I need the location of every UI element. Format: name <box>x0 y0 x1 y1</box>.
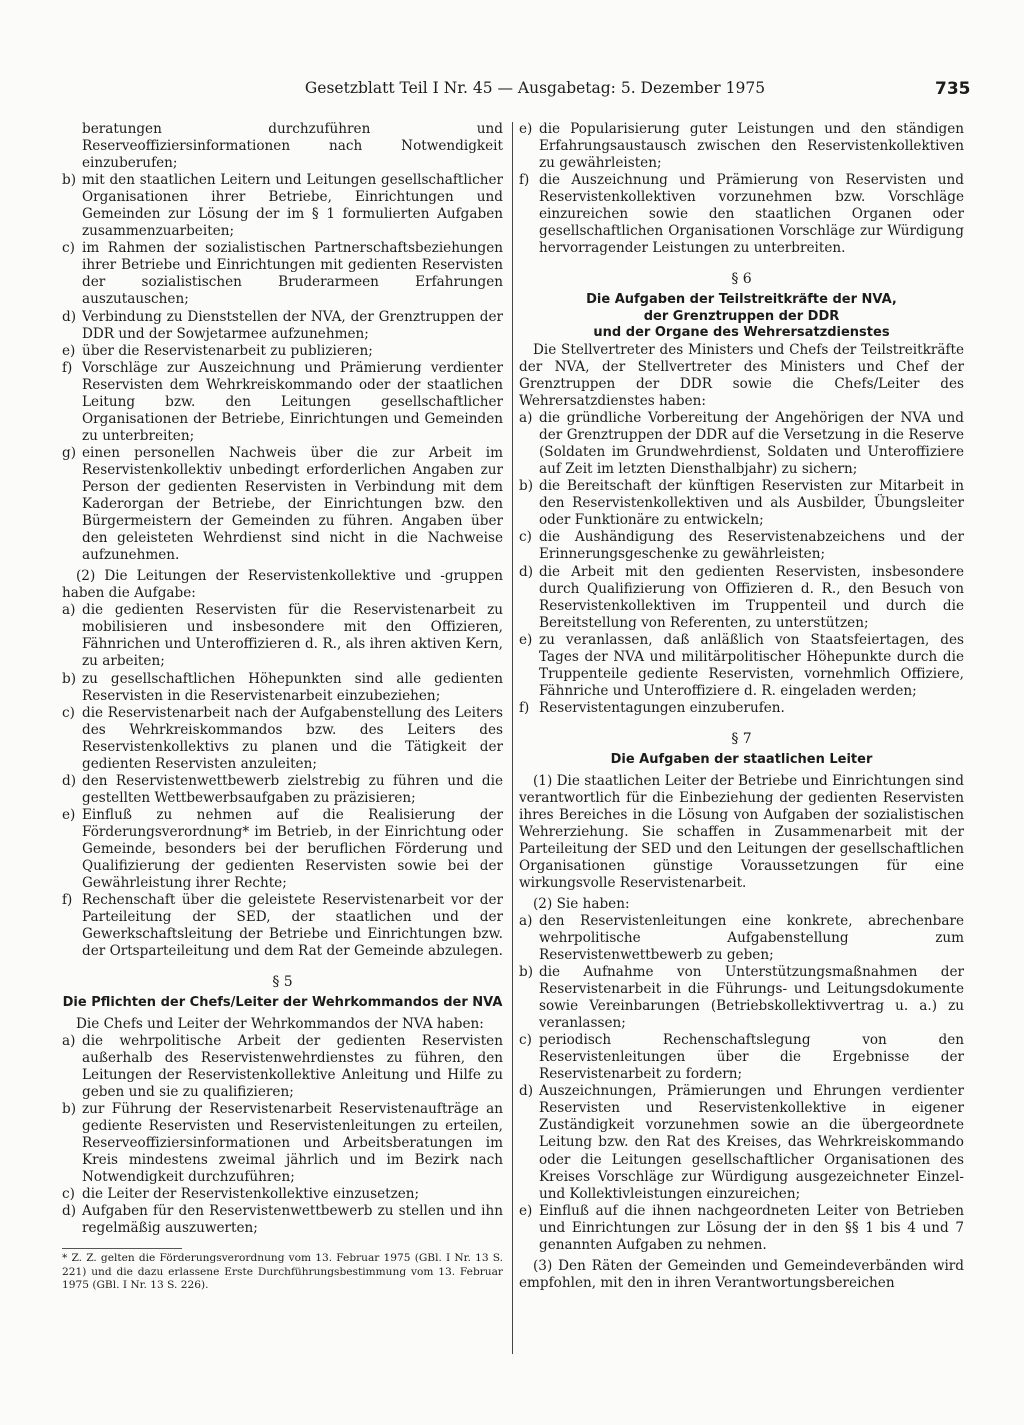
list-item <box>519 564 964 632</box>
right-column <box>519 121 964 1292</box>
item-text: die Popularisierung guter Leistungen und den ständigen Erfahrungsaustausch zwischen den Reservistenkollektiven zu gewährleisten; <box>539 121 964 172</box>
list-item <box>62 1203 503 1237</box>
list-item <box>519 172 964 257</box>
list-item <box>62 602 503 670</box>
item-text: den Reservistenleitungen eine konkrete, abrechenbare wehrpolitische Aufgabenstellung zum Reservistenwettbewerb zu geben; <box>539 912 964 963</box>
item-text: über die Reservistenarbeit zu publizieren; <box>82 342 373 359</box>
section-title-line: und der Organe des Wehrersatzdienstes <box>593 325 890 341</box>
item-text: mit den staatlichen Leitern und Leitungen gesellschaftlicher Organisationen ihrer Betriebe, Einrichtungen und Gemeinden zur Lösung der im § 1 formulierten Aufgaben zusammenzuarbeiten; <box>82 172 503 240</box>
item-text: die gründliche Vorbereitung der Angehörigen der NVA und der Grenztruppen der DDR auf die Versetzung in die Reserve (Soldaten im Grundwehrdienst, Soldaten und Unteroffiziere auf Zeit im letzten Diensthalbjahr) zu sichern; <box>539 410 964 478</box>
item-label: c) <box>62 1186 75 1203</box>
item-text: die Aushändigung des Reservistenabzeichens und der Erinnerungsgeschenke zu gewährleisten; <box>539 529 964 563</box>
section-title: Die Aufgaben der staatlichen Leiter <box>610 752 873 767</box>
section-title-line: der Grenztruppen der DDR <box>643 308 840 324</box>
section-title-line: Die Aufgaben der Teilstreitkräfte der NVA, <box>586 292 897 308</box>
item-text: Reservistentagungen einzuberufen. <box>539 699 785 716</box>
item-text: die wehrpolitische Arbeit der gedienten Reservisten außerhalb des Reservistenwehrdienstes zu führen, den Leitungen der Reservistenkollektive Anleitung und Hilfe zu geben und sie zu qualifizieren; <box>82 1032 503 1101</box>
footnote-rule <box>62 1248 182 1249</box>
list-item <box>62 807 503 892</box>
list-item <box>62 1101 503 1186</box>
item-text: Vorschläge zur Auszeichnung und Prämierung verdienter Reservisten dem Wehrkreiskommando oder der staatlichen Leitung bzw. den Leitungen gesellschaftlicher Organisationen der Betriebe, Einrichtungen und Gemeinden zu unterbreiten; <box>82 359 503 444</box>
item-text: die Auszeichnung und Prämierung von Reservisten und Reservistenkollektiven vorzunehmen bzw. Vorschläge einzureichen sowie den staatlichen Organen oder gesellschaftlichen Organisationen Vorschläge zur Würdigung hervorragender Leistungen zu unterbreiten. <box>539 172 964 257</box>
list-item <box>519 478 964 529</box>
item-label: c) <box>62 704 75 721</box>
paragraph: (1) Die staatlichen Leiter der Betriebe und Einrichtungen sind verantwortlich für die Einbeziehung der gedienten Reservisten ihres Bereiches in die Lösung von Aufgaben der sozialistischen Wehrerziehung. Sie schaffen in Zusammenarbeit mit der Parteileitung der SED und den Leitungen der gesellschaftlichen Organisationen günstige Voraussetzungen für eine wirkungsvolle Reservistenarbeit. <box>519 772 964 891</box>
item-text: die Reservistenarbeit nach der Aufgabenstellung des Leiters des Wehrkreiskommandos bzw. des Leiters des Reservistenkollektivs zu planen und die Tätigkeit der gedienten Reservisten anzuleiten; <box>82 704 503 772</box>
page-number: 735 <box>935 79 971 99</box>
item-label: e) <box>62 806 76 823</box>
list-item <box>519 1083 964 1202</box>
page-header: Gesetzblatt Teil I Nr. 45 — Ausgabetag: 5. Dezember 1975 <box>304 79 766 97</box>
list-item <box>62 360 503 445</box>
list-item <box>62 1186 503 1203</box>
item-label: b) <box>62 670 77 687</box>
item-text: zu veranlassen, daß anläßlich von Staatsfeiertagen, des Tages der NVA und militärpolitischer Höhepunkte durch die Truppenteile gediente Reservisten, vornehmlich Offiziere, Fähnriche und Unteroffiziere d. R. eingeladen werden; <box>539 631 964 699</box>
item-list <box>62 1033 503 1238</box>
item-text: die Aufnahme von Unterstützungsmaßnahmen der Reservistenarbeit in die Führungs- und Leitungsdokumente sowie Vereinbarungen (Betriebskollektivvertrag u. a.) zu veranlassen; <box>539 964 964 1032</box>
item-list <box>62 602 503 960</box>
list-item <box>62 445 503 564</box>
list-item <box>519 121 964 172</box>
item-label: b) <box>519 964 534 981</box>
footnote: * Z. Z. gelten die Förderungsverordnung vom 13. Februar 1975 (GBl. I Nr. 13 S. 221) und die dazu erlassene Erste Durchführungsbestimmung vom 13. Februar 1975 (GBl. I Nr. 13 S. 226). <box>62 1252 503 1292</box>
item-text: die Leiter der Reservistenkollektive einzusetzen; <box>82 1186 420 1203</box>
list-item <box>519 964 964 1032</box>
list-item <box>519 700 964 717</box>
item-label: d) <box>519 563 534 580</box>
item-text: zur Führung der Reservistenarbeit Reservistenaufträge an gediente Reservisten und Reservistenleitungen zu erteilen, Reserveoffiziersinformationen und Arbeitsberatungen im Kreis mindestens zweimal jährlich und im Bezirk nach Notwendigkeit durchzuführen; <box>82 1101 503 1186</box>
list-item <box>62 172 503 240</box>
continued-item-text: beratungen durchzuführen und Reserveoffiziersinformationen nach Notwendigkeit einzuberufen; <box>82 121 503 172</box>
paragraph: (2) Die Leitungen der Reservistenkollektive und -gruppen haben die Aufgabe: <box>62 568 503 602</box>
list-item <box>519 1032 964 1083</box>
item-label: b) <box>519 478 534 495</box>
item-text: Rechenschaft über die geleistete Reservistenarbeit vor der Parteileitung der SED, der staatlichen und der Gewerkschaftsleitung der Betriebe und Einrichtungen bzw. der Ortsparteileitung und dem Rat der Gemeinde abzulegen. <box>82 892 503 960</box>
list-item <box>519 632 964 700</box>
left-column <box>62 121 503 1293</box>
list-item <box>62 705 503 773</box>
list-item <box>62 1033 503 1101</box>
section-number: § 5 <box>272 974 293 991</box>
item-text: einen personellen Nachweis über die zur Arbeit im Reservistenkollektiv unbedingt erforderlichen Angaben zur Person der gedienten Reservisten in Verbindung mit dem Kaderorgan der Betriebe, der Einrichtungen bzw. den Bürgermeistern der Gemeinden zu führen. Angaben über den geleisteten Wehrdienst sind nicht in die Nachweise aufzunehmen. <box>82 444 503 564</box>
item-label: e) <box>519 121 533 137</box>
list-item <box>519 1203 964 1254</box>
item-text: die Bereitschaft der künftigen Reservisten zur Mitarbeit in den Reservistenkollektiven und als Ausbilder, Übungsleiter oder Funktionäre zu entwickeln; <box>539 478 964 529</box>
item-label: f) <box>62 892 73 909</box>
paragraph: (2) Sie haben: <box>533 895 630 912</box>
item-label: e) <box>519 631 533 648</box>
list-item <box>519 913 964 964</box>
section-number: § 7 <box>731 730 752 747</box>
item-list <box>62 172 503 564</box>
item-label: d) <box>62 772 77 789</box>
list-item <box>62 773 503 807</box>
column-divider <box>512 122 513 1354</box>
item-label: f) <box>62 359 73 376</box>
item-label: g) <box>62 444 77 461</box>
item-label: e) <box>62 342 76 359</box>
item-label: d) <box>62 1203 77 1220</box>
item-text: die gedienten Reservisten für die Reservistenarbeit zu mobilisieren und insbesondere mit den Offizieren, Fähnrichen und Unteroffizieren d. R., als ihren aktiven Kern, zu arbeiten; <box>82 602 503 670</box>
item-text: periodisch Rechenschaftslegung von den Reservistenleitungen über die Ergebnisse der Reservistenarbeit zu fordern; <box>539 1032 964 1083</box>
paragraph: Die Chefs und Leiter der Wehrkommandos der NVA haben: <box>76 1015 484 1032</box>
item-label: d) <box>519 1083 534 1100</box>
item-list <box>519 410 964 717</box>
section-title: Die Pflichten der Chefs/Leiter der Wehrkommandos der NVA <box>62 995 503 1011</box>
list-item <box>62 309 503 343</box>
item-label: b) <box>62 172 77 189</box>
list-item <box>62 671 503 705</box>
item-label: f) <box>519 699 530 716</box>
item-text: Einfluß auf die ihnen nachgeordneten Leiter von Betrieben und Einrichtungen zur Lösung der in den §§ 1 bis 4 und 7 genannten Aufgaben zu nehmen. <box>539 1202 964 1253</box>
item-text: Einfluß zu nehmen auf die Realisierung der Förderungsverordnung* im Betrieb, in der Einrichtung oder Gemeinde, besonders bei der beruflichen Förderung und Qualifizierung der gedienten Reservisten sowie bei der Gewährleistung ihrer Rechte; <box>82 806 503 892</box>
item-text: im Rahmen der sozialistischen Partnerschaftsbeziehungen ihrer Betriebe und Einrichtungen mit gedienten Reservisten der sozialistischen Bruderarmeen Erfahrungen auszutauschen; <box>82 240 503 308</box>
item-label: a) <box>519 410 533 427</box>
item-label: c) <box>62 240 75 257</box>
item-label: f) <box>519 172 530 189</box>
section-number: § 6 <box>731 271 752 288</box>
item-label: a) <box>62 602 76 619</box>
item-label: d) <box>62 308 77 325</box>
item-label: a) <box>62 1032 76 1049</box>
item-label: a) <box>519 912 533 929</box>
item-text: zu gesellschaftlichen Höhepunkten sind alle gedienten Reservisten in die Reservistenarbeit einzubeziehen; <box>82 670 503 704</box>
item-text: Verbindung zu Dienststellen der NVA, der Grenztruppen der DDR und der Sowjetarmee aufzunehmen; <box>82 308 503 342</box>
item-label: e) <box>519 1202 533 1219</box>
item-text: den Reservistenwettbewerb zielstrebig zu führen und die gestellten Wettbewerbsaufgaben zu präzisieren; <box>82 772 503 806</box>
list-item <box>519 410 964 478</box>
item-text: Aufgaben für den Reservistenwettbewerb zu stellen und ihn regelmäßig auszuwerten; <box>82 1203 503 1237</box>
item-list <box>519 121 964 257</box>
list-item <box>62 892 503 960</box>
list-item <box>519 529 964 563</box>
paragraph: Die Stellvertreter des Ministers und Chefs der Teilstreitkräfte der NVA, der Stellvertreter des Ministers und Chef der Grenztruppen der DDR sowie die Chefs/Leiter des Wehrersatzdienstes haben: <box>519 341 964 410</box>
item-text: die Arbeit mit den gedienten Reservisten, insbesondere durch Qualifizierung von Offizieren d. R., den Besuch von Reservistenkollektiven im Truppenteil und durch die Bereitstellung von Referenten, zu unterstützen; <box>539 563 964 631</box>
item-text: Auszeichnungen, Prämierungen und Ehrungen verdienter Reservisten und Reservistenkollektive in eigener Zuständigkeit vorzunehmen sowie an die übergeordnete Leitung bzw. den Rat des Kreises, das Wehrkreiskommando oder die Leitungen gesellschaftlicher Organisationen des Kreises Vorschläge zur Würdigung ausgezeichneter Einzel- und Kollektivleistungen einzureichen; <box>539 1083 964 1202</box>
paragraph: (3) Den Räten der Gemeinden und Gemeindeverbänden wird empfohlen, mit den in ihren Verantwortungsbereichen <box>519 1257 964 1291</box>
list-item <box>62 240 503 308</box>
item-label: b) <box>62 1101 77 1118</box>
item-label: c) <box>519 529 532 546</box>
item-label: c) <box>519 1032 532 1049</box>
list-item <box>62 343 503 360</box>
item-list <box>519 913 964 1254</box>
